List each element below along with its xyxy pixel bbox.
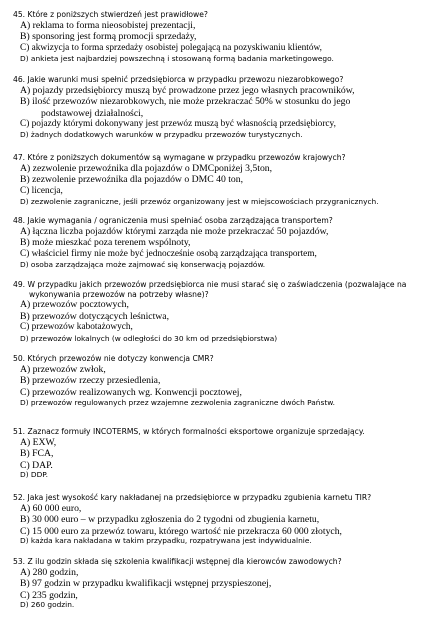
question-text: 48. Jakie wymagania / ograniczenia musi spełniać osoba zarządzająca transportem?: [13, 216, 333, 225]
answer-option-c: C) DAP.: [20, 459, 53, 471]
answer-option-c: C) akwizycja to forma sprzedaży osobistej polegającą na pozyskiwaniu klientów,: [20, 42, 322, 53]
question-53: [13, 557, 440, 610]
answer-option-b-continued: podstawowej działalności,: [41, 107, 144, 119]
question-text: 47. Które z poniższych dokumentów są wymagane w przypadku przewozów krajowych?: [13, 153, 346, 162]
question-text: 50. Których przewozów nie dotyczy konwencja CMR?: [13, 354, 214, 363]
answer-option-c: C) 235 godzin,: [20, 589, 78, 601]
answer-option-d: D) przewozów regulowanych przez wzajemne zezwolenia zagraniczne dwóch Państw.: [20, 398, 335, 408]
answer-option-a: A) zezwolenie przewoźnika dla pojazdów o DMCponiżej 3,5ton,: [20, 162, 273, 174]
answer-option-a: A) 60 000 euro,: [20, 502, 82, 514]
answer-option-a: A) 280 godzin,: [20, 566, 79, 578]
answer-option-b: B) ilość przewozów niezarobkowych, nie może przekraczać 50% w stosunku do jego: [20, 96, 351, 108]
question-45: [13, 10, 440, 64]
answer-option-d: D) osoba zarządzająca może zajmować się konserwacją pojazdów.: [20, 260, 266, 270]
answer-option-d: D) zezwolenie zagraniczne, jeśli przewóz organizowany jest w miejscowościach przygranicznych.: [20, 197, 379, 207]
answer-option-b: B) 97 godzin w przypadku kwalifikacji wstępnej przyspieszonej,: [20, 578, 272, 590]
answer-option-b: B) przewozów dotyczących leśnictwa,: [20, 310, 170, 322]
question-text: 51. Zaznacz formuły INCOTERMS, w których formalności eksportowe organizuje sprzedający.: [13, 427, 365, 436]
question-text: 46. Jakie warunki musi spełnić przedsiębiorca w przypadku przewozu niezarobkowego?: [13, 75, 344, 84]
question-text: 49. W przypadku jakich przewozów przedsiębiorca nie musi starać się o zaświadczenia (pozwalające na wykonywania przewozów na potrzeby własne)?: [13, 280, 407, 299]
question-50: [13, 354, 440, 408]
answer-option-d: D) żadnych dodatkowych warunków w przypadku przewozów turystycznych.: [20, 129, 303, 139]
answer-option-a: A) przewozów zwłok,: [20, 363, 106, 375]
question-51: [13, 427, 440, 480]
answer-option-b: B) FCA,: [20, 448, 54, 460]
answer-option-d: D) ankieta jest najbardziej powszechną i stosowaną formą badania marketingowego.: [20, 54, 334, 64]
answer-option-c: C) przewozów realizowanych wg. Konwencji pocztowej,: [20, 386, 242, 398]
answer-option-d: D) 260 godzin.: [20, 600, 75, 610]
question-text: 52. Jaka jest wysokość kary nakładanej na przedsiębiorce w przypadku zgubienia karnetu TIR?: [13, 493, 372, 502]
question-52: [13, 493, 440, 546]
answer-option-b: B) może mieszkać poza terenem wspólnoty,: [20, 237, 191, 249]
answer-option-b: B) sponsoring jest formą promocji sprzedaży,: [20, 31, 197, 43]
question-49: [13, 280, 440, 344]
answer-option-b: B) 30 000 euro – w przypadku zgłoszenia do 2 tygodni od zbugienia karnetu,: [20, 514, 320, 526]
answer-option-c: C) właściciel firmy nie może być jednocześnie osobą zarządzająca transportem,: [20, 248, 317, 259]
answer-option-c: C) pojazdy którymi dokonywany jest przewóz muszą być własnością przedsiębiorcy,: [20, 119, 336, 130]
question-46: [13, 75, 440, 139]
answer-option-a: A) pojazdy przedsiębiorcy muszą być prowadzone przez jego własnych pracowników,: [20, 84, 355, 96]
answer-option-c: C) licencja,: [20, 185, 63, 196]
answer-option-d: D) każda kara nakładana w takim przypadku, rozpatrywana jest indywidualnie.: [20, 536, 312, 546]
answer-option-c: C) 15 000 euro za przewóz towaru, którego wartość nie przekracza 60 000 złotych,: [20, 525, 342, 537]
answer-option-a: A) łączna liczba pojazdów którymi zarząda nie może przekraczać 50 pojazdów,: [20, 225, 329, 237]
answer-option-a: A) reklama to forma nieosobistej prezentacji,: [20, 19, 196, 31]
question-47: [13, 153, 440, 207]
answer-option-b: B) przewozów rzeczy przesiedlenia,: [20, 375, 161, 387]
question-text: 45. Które z poniższych stwierdzeń jest prawidłowe?: [13, 10, 208, 19]
answer-option-d: D) przewozów lokalnych (w odległości do 30 km od przedsiębiorstwa): [20, 333, 278, 343]
question-48: [13, 216, 440, 270]
answer-option-a: A) przewozów pocztowych,: [20, 299, 129, 311]
answer-option-a: A) EXW,: [20, 436, 57, 448]
answer-option-d: D) DDP.: [20, 470, 48, 480]
question-text: 53. Z ilu godzin składa się szkolenia kwalifikacji wstępnej dla kierowców zawodowych?: [13, 557, 342, 566]
answer-option-b: B) zezwolenie przewoźnika dla pojazdów o DMC 40 ton,: [20, 174, 244, 186]
answer-option-c: C) przewozów kabotażowych,: [20, 322, 133, 333]
